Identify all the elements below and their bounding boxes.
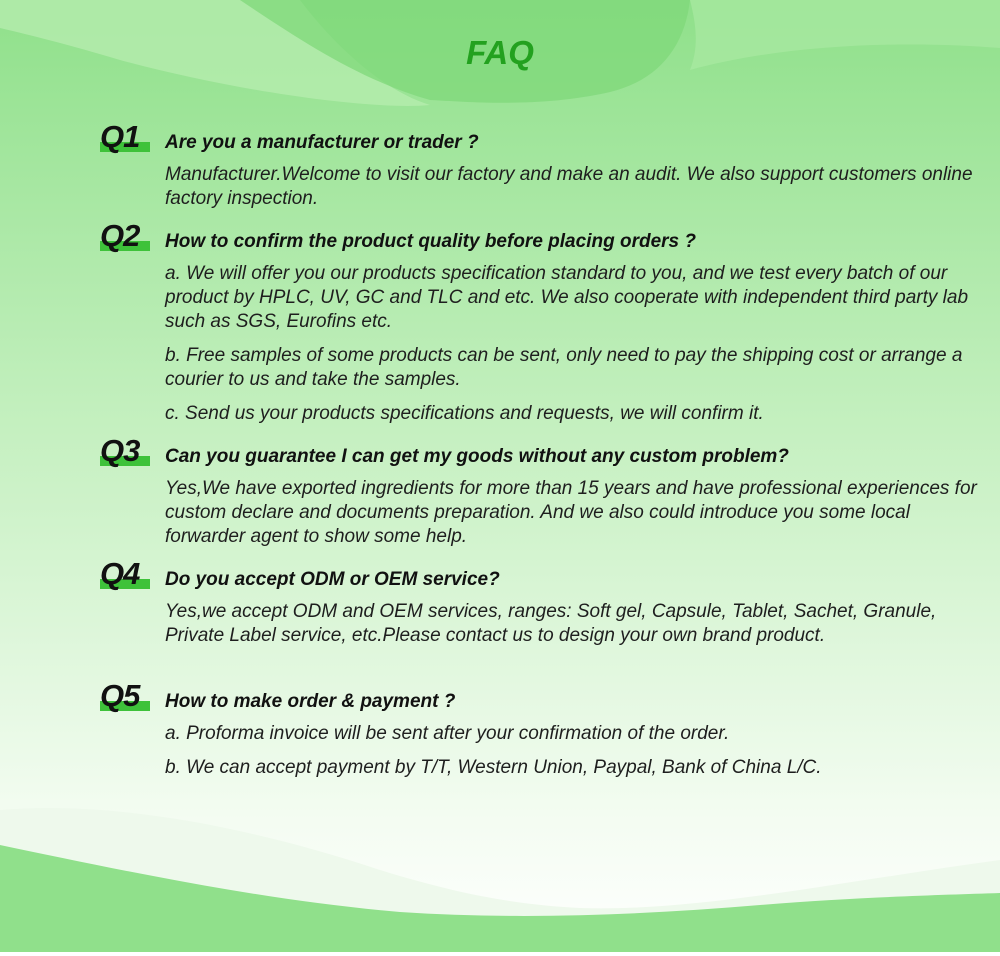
question-text: How to confirm the product quality before placing orders ? [165,231,696,252]
question-text: How to make order & payment ? [165,691,456,712]
question-text: Do you accept ODM or OEM service? [165,569,500,590]
answer-block [165,477,980,549]
answer-text: b. Free samples of some products can be sent, only need to pay the shipping cost or arrange a courier to us and take the samples. [165,345,963,390]
question-text: Are you a manufacturer or trader ? [165,132,479,153]
question-row [100,556,980,595]
answer-text: Yes,We have exported ingredients for more than 15 years and have professional experiences for custom declare and documents preparation. And we also could introduce you some local forwarder agent to show some help. [165,478,977,547]
question-number: Q2 [100,218,140,253]
question-row [100,678,980,717]
question-text: Can you guarantee I can get my goods without any custom problem? [165,446,789,467]
answer-text: a. Proforma invoice will be sent after your confirmation of the order. [165,723,730,744]
answer-block [165,163,980,211]
question-number: Q5 [100,678,140,713]
page-title: FAQ [466,34,534,71]
answer-block [165,262,980,426]
answer-block [165,722,980,780]
question-number: Q3 [100,433,140,468]
question-number: Q4 [100,556,140,591]
answer-text: a. We will offer you our products specification standard to you, and we test every batch of our product by HPLC, UV, GC and TLC and etc. We also cooperate with independent third party lab such as SGS, Eurofins etc. [165,263,969,332]
faq-item-q2 [100,218,980,436]
faq-item-q4 [100,556,980,658]
answer-text: c. Send us your products specifications and requests, we will confirm it. [165,403,764,424]
question-row [100,433,980,472]
answer-text: b. We can accept payment by T/T, Western Union, Paypal, Bank of China L/C. [165,757,822,778]
faq-item-q3 [100,433,980,559]
question-number: Q1 [100,119,140,154]
question-row [100,119,980,158]
answer-text: Manufacturer.Welcome to visit our factory and make an audit. We also support customers online factory inspection. [165,164,973,209]
answer-block [165,600,980,648]
answer-text: Yes,we accept ODM and OEM services, ranges: Soft gel, Capsule, Tablet, Sachet, Granule, Private Label service, etc.Please contact us to design your own brand product. [165,601,937,646]
question-row [100,218,980,257]
faq-item-q5 [100,678,980,790]
faq-item-q1 [100,119,980,221]
